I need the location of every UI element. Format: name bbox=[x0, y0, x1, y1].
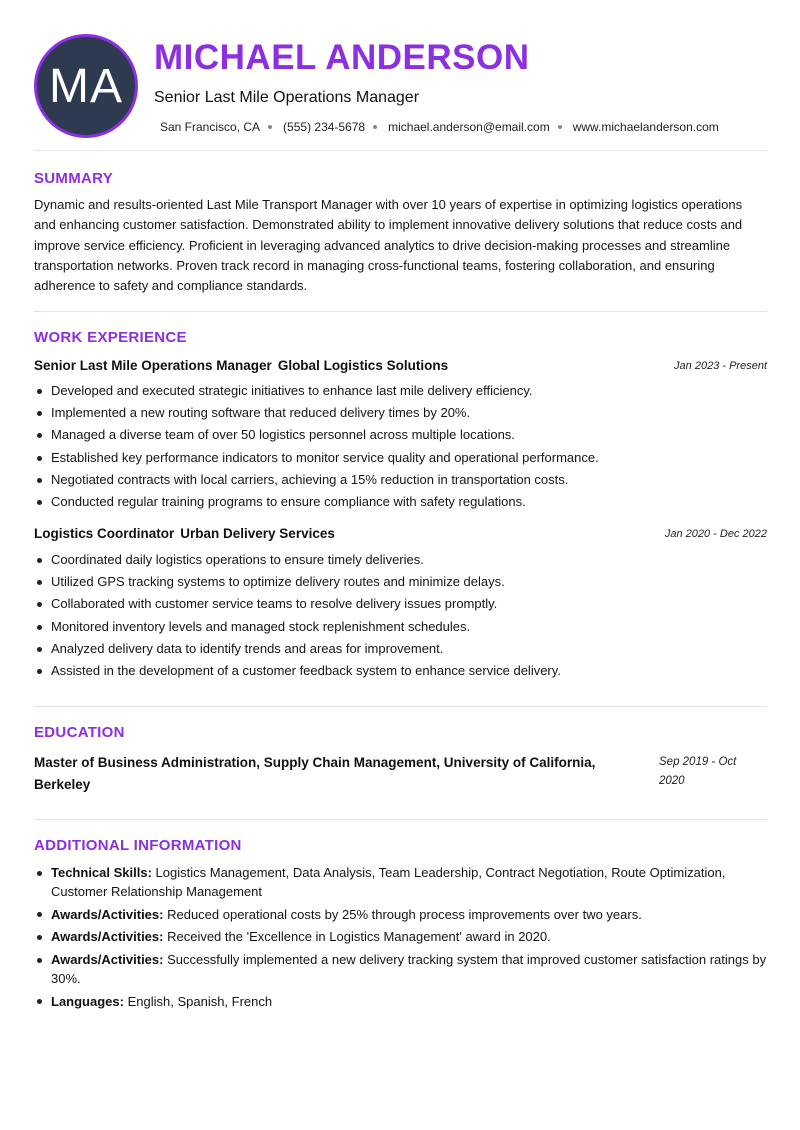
info-label: Awards/Activities: bbox=[51, 929, 164, 945]
info-label: Languages: bbox=[51, 993, 124, 1009]
list-item: Negotiated contracts with local carriers, achieving a 15% reduction in transportation costs. bbox=[34, 469, 767, 491]
job-company: Urban Delivery Services bbox=[180, 526, 335, 541]
summary-text: Dynamic and results-oriented Last Mile Transport Manager with over 10 years of expertise in optimizing logistics operations and enhancing customer satisfaction. Demonstrated ability to implement innovative delivery solutions that reduce costs and improve service efficiency. Proficient in leveraging advanced analytics to drive decision-making processes and streamline transportation networks. Proven track record in managing cross-functional teams, fostering collaboration, and ensuring adherence to safety and compliance standards. bbox=[34, 197, 743, 294]
job-bullets bbox=[34, 549, 767, 682]
job-role: Senior Last Mile Operations Manager bbox=[34, 358, 272, 373]
job-company: Global Logistics Solutions bbox=[277, 358, 449, 373]
divider bbox=[34, 819, 767, 820]
info-text: Reduced operational costs by 25% through process improvements over two years. bbox=[167, 906, 642, 922]
candidate-name: MICHAEL ANDERSON bbox=[154, 38, 530, 77]
list-item: Utilized GPS tracking systems to optimize delivery routes and minimize delays. bbox=[34, 571, 767, 593]
education-degree: Master of Business Administration, Supply Chain Management, University of California, Berkeley bbox=[34, 755, 596, 792]
job-dates: Jan 2020 - Dec 2022 bbox=[664, 528, 767, 540]
job-role: Logistics Coordinator bbox=[34, 526, 175, 541]
contact-bar bbox=[160, 120, 719, 134]
separator-dot-icon bbox=[558, 125, 562, 129]
list-item: Coordinated daily logistics operations to ensure timely deliveries. bbox=[34, 549, 767, 571]
job-header bbox=[34, 526, 767, 541]
info-label: Technical Skills: bbox=[51, 865, 152, 880]
list-item: Implemented a new routing software that reduced delivery times by 20%. bbox=[34, 402, 767, 424]
contact-email[interactable]: michael.anderson@email.com bbox=[388, 120, 550, 134]
info-text: Logistics Management, Data Analysis, Team Leadership, Contract Negotiation, Route Optimization, Customer Relationship Management bbox=[51, 865, 726, 899]
list-item: Managed a diverse team of over 50 logistics personnel across multiple locations. bbox=[34, 424, 767, 446]
candidate-title: Senior Last Mile Operations Manager bbox=[154, 89, 420, 106]
list-item: Analyzed delivery data to identify trends and areas for improvement. bbox=[34, 638, 767, 660]
list-item: Assisted in the development of a customer feedback system to enhance service delivery. bbox=[34, 660, 767, 682]
job-dates: Jan 2023 - Present bbox=[674, 360, 767, 372]
divider bbox=[34, 150, 767, 151]
divider bbox=[34, 706, 767, 707]
list-item bbox=[34, 927, 767, 946]
info-label: Awards/Activities: bbox=[51, 906, 164, 922]
list-item: Developed and executed strategic initiatives to enhance last mile delivery efficiency. bbox=[34, 380, 767, 402]
list-item: Collaborated with customer service teams to resolve delivery issues promptly. bbox=[34, 593, 767, 615]
education-heading: EDUCATION bbox=[34, 724, 125, 741]
additional-heading: ADDITIONAL INFORMATION bbox=[34, 837, 242, 854]
list-item bbox=[34, 863, 767, 901]
list-item: Conducted regular training programs to ensure compliance with safety regulations. bbox=[34, 491, 767, 513]
separator-dot-icon bbox=[268, 125, 272, 129]
avatar bbox=[34, 34, 138, 138]
contact-website[interactable]: www.michaelanderson.com bbox=[572, 120, 719, 134]
list-item: Monitored inventory levels and managed stock replenishment schedules. bbox=[34, 616, 767, 638]
contact-phone: (555) 234-5678 bbox=[283, 120, 366, 134]
info-text: Received the 'Excellence in Logistics Management' award in 2020. bbox=[167, 929, 551, 945]
contact-location: San Francisco, CA bbox=[160, 120, 261, 134]
divider bbox=[34, 311, 767, 312]
separator-dot-icon bbox=[373, 125, 377, 129]
education-dates: Sep 2019 - Oct 2020 bbox=[659, 756, 737, 787]
list-item bbox=[34, 950, 767, 988]
info-text: English, Spanish, French bbox=[127, 993, 273, 1009]
info-text: Successfully implemented a new delivery tracking system that improved customer satisfaction ratings by 30%. bbox=[51, 952, 767, 987]
info-label: Awards/Activities: bbox=[51, 952, 164, 968]
list-item: Established key performance indicators to monitor service quality and operational performance. bbox=[34, 447, 767, 469]
summary-heading: SUMMARY bbox=[34, 170, 114, 187]
job-bullets bbox=[34, 380, 767, 513]
resume-page bbox=[34, 0, 767, 1130]
avatar-initials: MA bbox=[49, 59, 123, 113]
additional-list bbox=[34, 863, 767, 1014]
experience-heading: WORK EXPERIENCE bbox=[34, 329, 187, 346]
job-header bbox=[34, 358, 767, 373]
list-item bbox=[34, 905, 767, 924]
list-item bbox=[34, 992, 767, 1011]
